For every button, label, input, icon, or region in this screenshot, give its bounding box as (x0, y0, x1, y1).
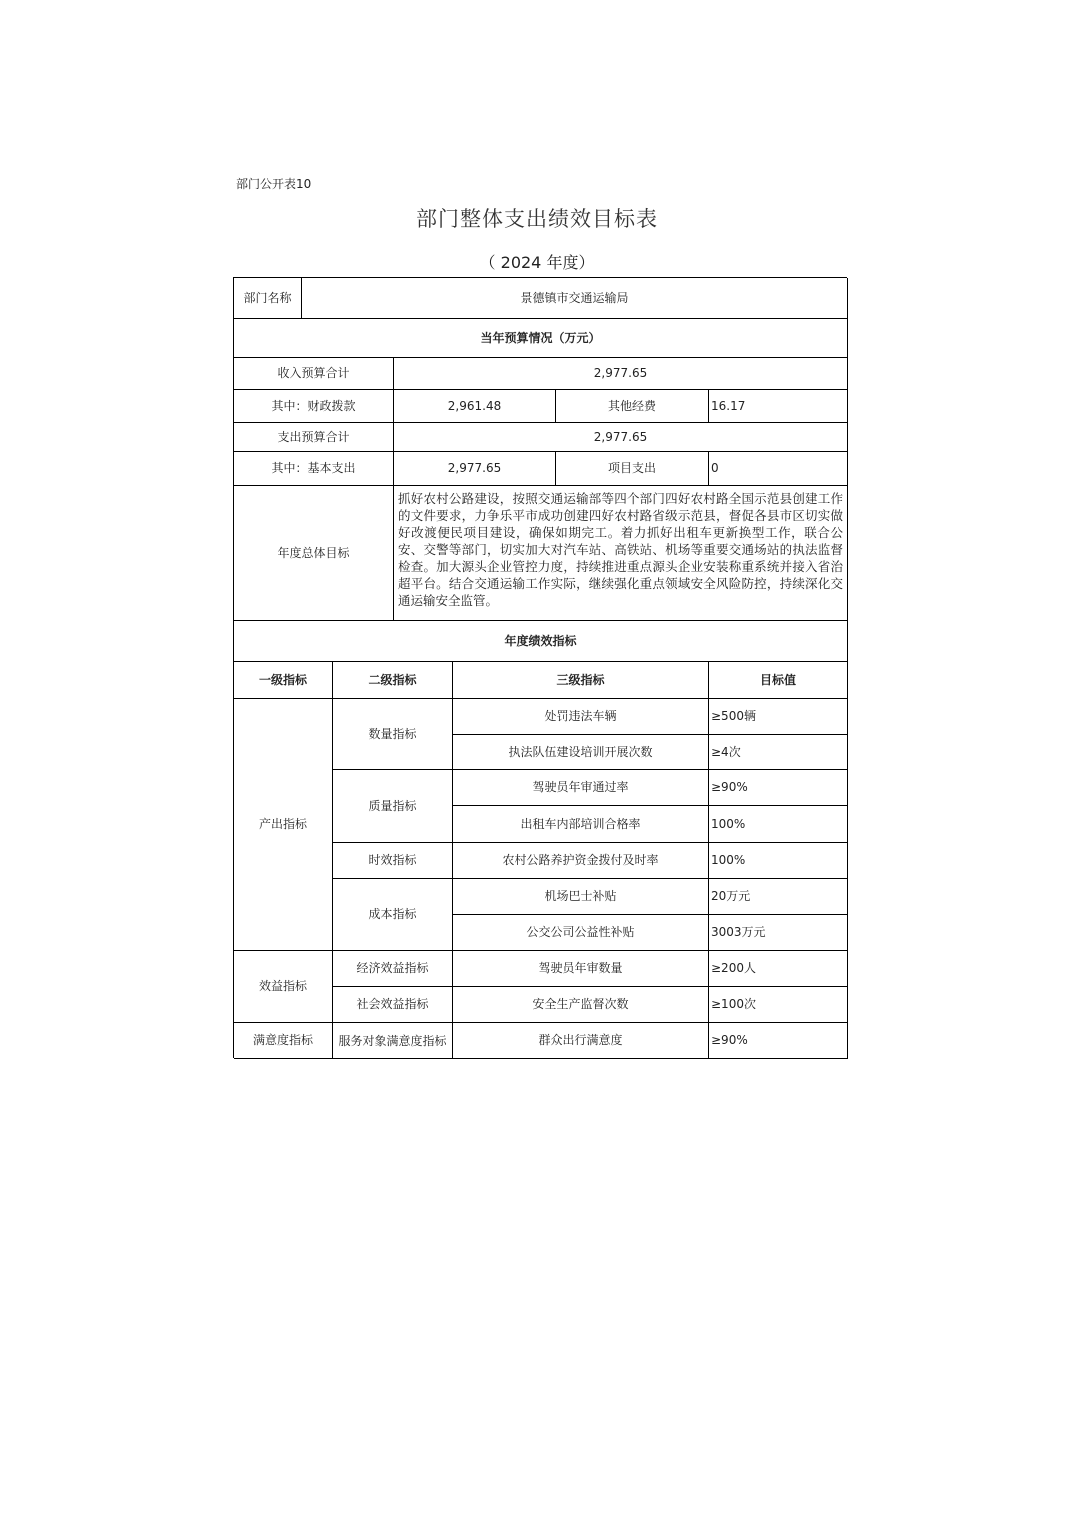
target-value-cell: 20万元 (709, 879, 848, 915)
fiscal-year: （ 2024 年度） (479, 253, 595, 272)
col-header-level1: 一级指标 (234, 662, 333, 699)
other-value: 16.17 (709, 390, 848, 423)
income-total-label: 收入预算合计 (234, 358, 394, 390)
goal-text: 抓好农村公路建设，按照交通运输部等四个部门四好农村路全国示范县创建工作的文件要求，力争乐平市成功创建四好农村路省级示范县，督促各县市区切实做好改渡便民项目建设，确保如期完工。着力抓好出租车更新换型工作，联合公安、交警等部门，切实加大对汽车站、高铁站、机场等重要交通场站的执法监督检查。加大源头企业管控力度，持续推进重点源头企业安装称重系统并接入省治超平台。结合交通运输工作实际，继续强化重点领域安全风险防控，持续深化交通运输安全监管。 (394, 486, 848, 621)
dept-name-value: 景德镇市交通运输局 (302, 278, 848, 319)
fiscal-value: 2,961.48 (394, 390, 556, 423)
level1-cell: 产出指标 (234, 699, 333, 951)
level2-cell: 经济效益指标 (333, 951, 453, 987)
perf-header: 年度绩效指标 (234, 621, 848, 662)
level1-cell: 满意度指标 (234, 1023, 333, 1059)
target-value-cell: ≥90% (709, 770, 848, 806)
expense-total-value: 2,977.65 (394, 423, 848, 452)
level3-cell: 机场巴士补贴 (453, 879, 709, 915)
target-value-cell: ≥4次 (709, 735, 848, 770)
target-value-cell: ≥200人 (709, 951, 848, 987)
form-number: 部门公开表10 (236, 177, 312, 191)
level3-cell: 安全生产监督次数 (453, 987, 709, 1023)
basic-value: 2,977.65 (394, 452, 556, 486)
level3-cell: 出租车内部培训合格率 (453, 806, 709, 843)
level3-cell: 群众出行满意度 (453, 1023, 709, 1059)
basic-label: 其中：基本支出 (234, 452, 394, 486)
level2-cell: 服务对象满意度指标 (333, 1023, 453, 1059)
level3-cell: 驾驶员年审数量 (453, 951, 709, 987)
level3-cell: 驾驶员年审通过率 (453, 770, 709, 806)
project-label: 项目支出 (556, 452, 709, 486)
fiscal-label: 其中：财政拨款 (234, 390, 394, 423)
page-title: 部门整体支出绩效目标表 (416, 207, 658, 231)
level3-cell: 处罚违法车辆 (453, 699, 709, 735)
target-value-cell: 100% (709, 806, 848, 843)
level2-cell: 数量指标 (333, 699, 453, 770)
level2-cell: 时效指标 (333, 843, 453, 879)
income-total-value: 2,977.65 (394, 358, 848, 390)
project-value: 0 (709, 452, 848, 486)
level3-cell: 执法队伍建设培训开展次数 (453, 735, 709, 770)
level3-cell: 公交公司公益性补贴 (453, 915, 709, 951)
level2-cell: 成本指标 (333, 879, 453, 951)
budget-header: 当年预算情况（万元） (234, 319, 848, 358)
target-value-cell: 3003万元 (709, 915, 848, 951)
target-value-cell: 100% (709, 843, 848, 879)
performance-table (233, 277, 847, 1058)
target-value-cell: ≥100次 (709, 987, 848, 1023)
col-header-level2: 二级指标 (333, 662, 453, 699)
target-value-cell: ≥500辆 (709, 699, 848, 735)
dept-name-label: 部门名称 (234, 278, 302, 319)
col-header-target: 目标值 (709, 662, 848, 699)
level3-cell: 农村公路养护资金拨付及时率 (453, 843, 709, 879)
col-header-level3: 三级指标 (453, 662, 709, 699)
expense-total-label: 支出预算合计 (234, 423, 394, 452)
level2-cell: 社会效益指标 (333, 987, 453, 1023)
goal-label: 年度总体目标 (234, 486, 394, 621)
level1-cell: 效益指标 (234, 951, 333, 1023)
target-value-cell: ≥90% (709, 1023, 848, 1059)
other-label: 其他经费 (556, 390, 709, 423)
level2-cell: 质量指标 (333, 770, 453, 843)
